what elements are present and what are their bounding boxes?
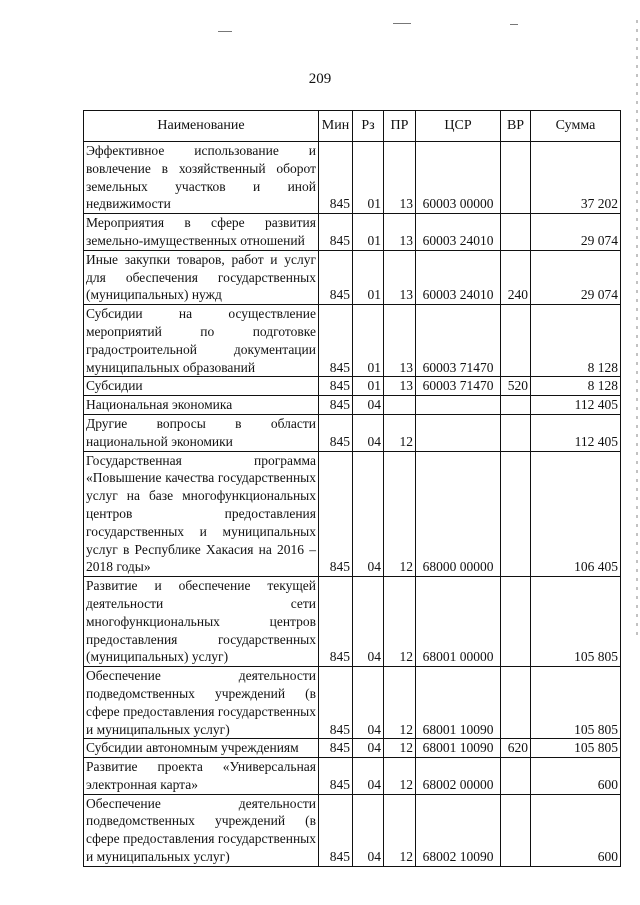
cell-min: 845: [319, 414, 353, 451]
cell-pr: 12: [384, 758, 416, 795]
cell-min: 845: [319, 794, 353, 866]
cell-vr: 620: [501, 739, 531, 758]
table-row: [84, 758, 621, 795]
table-row: [84, 739, 621, 758]
cell-sum: 112 405: [531, 414, 621, 451]
cell-min: 845: [319, 739, 353, 758]
cell-csr: 68002 00000: [416, 758, 501, 795]
cell-name: Государственная программа «Повышение качества государственных услуг на базе многофункциональных центров предоставления государственных и муниципальных услуг в Республике Хакасия на 2016 – 2018 годы»: [84, 451, 319, 577]
cell-pr: 13: [384, 142, 416, 214]
table-row: [84, 305, 621, 377]
cell-name: Эффективное использование и вовлечение в хозяйственный оборот земельных участков и иной недвижимости: [84, 142, 319, 214]
cell-csr: 68001 00000: [416, 577, 501, 667]
cell-min: 845: [319, 305, 353, 377]
cell-pr: 13: [384, 250, 416, 304]
table-row: [84, 142, 621, 214]
cell-rz: 01: [353, 250, 384, 304]
cell-name: Национальная экономика: [84, 396, 319, 415]
cell-sum: 37 202: [531, 142, 621, 214]
cell-csr: 68001 10090: [416, 739, 501, 758]
table-row: [84, 451, 621, 577]
cell-pr: 13: [384, 214, 416, 251]
cell-vr: [501, 758, 531, 795]
cell-csr: 60003 00000: [416, 142, 501, 214]
cell-pr: 12: [384, 739, 416, 758]
header-sum: Сумма: [531, 111, 621, 142]
cell-min: 845: [319, 577, 353, 667]
cell-vr: [501, 577, 531, 667]
cell-min: 845: [319, 396, 353, 415]
page-number: 209: [308, 71, 332, 87]
table-header-row: [84, 111, 621, 142]
cell-csr: 68000 00000: [416, 451, 501, 577]
cell-sum: 105 805: [531, 667, 621, 739]
cell-sum: 8 128: [531, 377, 621, 396]
cell-pr: 12: [384, 577, 416, 667]
cell-sum: 29 074: [531, 250, 621, 304]
cell-name: Обеспечение деятельности подведомственных учреждений (в сфере предоставления государственных и муниципальных услуг): [84, 794, 319, 866]
table-body: [84, 142, 621, 867]
cell-csr: [416, 396, 501, 415]
cell-csr: [416, 414, 501, 451]
cell-vr: [501, 451, 531, 577]
cell-pr: 12: [384, 414, 416, 451]
cell-rz: 01: [353, 305, 384, 377]
cell-rz: 01: [353, 377, 384, 396]
budget-table: [83, 110, 621, 867]
cell-pr: 13: [384, 377, 416, 396]
cell-csr: 60003 24010: [416, 214, 501, 251]
cell-sum: 29 074: [531, 214, 621, 251]
table-row: [84, 414, 621, 451]
cell-rz: 04: [353, 451, 384, 577]
cell-pr: 12: [384, 794, 416, 866]
cell-pr: 13: [384, 305, 416, 377]
header-rz: Рз: [353, 111, 384, 142]
cell-pr: 12: [384, 451, 416, 577]
cell-vr: [501, 794, 531, 866]
header-min: Мин: [319, 111, 353, 142]
cell-name: Иные закупки товаров, работ и услуг для обеспечения государственных (муниципальных) нужд: [84, 250, 319, 304]
cell-sum: 600: [531, 758, 621, 795]
header-pr: ПР: [384, 111, 416, 142]
table-row: [84, 214, 621, 251]
table-row: [84, 667, 621, 739]
cell-csr: 68002 10090: [416, 794, 501, 866]
cell-rz: 04: [353, 667, 384, 739]
cell-vr: 520: [501, 377, 531, 396]
cell-rz: 04: [353, 758, 384, 795]
header-name: Наименование: [84, 111, 319, 142]
cell-rz: 04: [353, 739, 384, 758]
cell-name: Субсидии: [84, 377, 319, 396]
cell-rz: 01: [353, 214, 384, 251]
cell-name: Обеспечение деятельности подведомственных учреждений (в сфере предоставления государственных и муниципальных услуг): [84, 667, 319, 739]
cell-min: 845: [319, 142, 353, 214]
cell-name: Развитие проекта «Универсальная электронная карта»: [84, 758, 319, 795]
cell-vr: [501, 414, 531, 451]
cell-name: Другие вопросы в области национальной экономики: [84, 414, 319, 451]
cell-min: 845: [319, 758, 353, 795]
scan-edge-artifact: [636, 20, 638, 640]
cell-sum: 600: [531, 794, 621, 866]
scan-artifact-line: [393, 23, 411, 24]
cell-csr: 60003 24010: [416, 250, 501, 304]
cell-csr: 68001 10090: [416, 667, 501, 739]
table-row: [84, 377, 621, 396]
header-csr: ЦСР: [416, 111, 501, 142]
table-row: [84, 396, 621, 415]
cell-csr: 60003 71470: [416, 305, 501, 377]
cell-name: Субсидии автономным учреждениям: [84, 739, 319, 758]
cell-sum: 112 405: [531, 396, 621, 415]
cell-min: 845: [319, 250, 353, 304]
cell-vr: 240: [501, 250, 531, 304]
cell-rz: 04: [353, 396, 384, 415]
cell-vr: [501, 396, 531, 415]
table-row: [84, 250, 621, 304]
cell-rz: 04: [353, 414, 384, 451]
cell-sum: 8 128: [531, 305, 621, 377]
cell-pr: [384, 396, 416, 415]
cell-min: 845: [319, 377, 353, 396]
cell-vr: [501, 667, 531, 739]
cell-rz: 04: [353, 794, 384, 866]
cell-name: Развитие и обеспечение текущей деятельности сети многофункциональных центров предоставления государственных (муниципальных) услуг): [84, 577, 319, 667]
cell-min: 845: [319, 214, 353, 251]
cell-sum: 106 405: [531, 451, 621, 577]
header-vr: ВР: [501, 111, 531, 142]
table-row: [84, 577, 621, 667]
cell-name: Субсидии на осуществление мероприятий по подготовке градостроительной документации муниципальных образований: [84, 305, 319, 377]
cell-pr: 12: [384, 667, 416, 739]
cell-rz: 04: [353, 577, 384, 667]
scan-artifact-line: [510, 24, 518, 25]
cell-csr: 60003 71470: [416, 377, 501, 396]
cell-rz: 01: [353, 142, 384, 214]
cell-vr: [501, 305, 531, 377]
table-row: [84, 794, 621, 866]
cell-vr: [501, 142, 531, 214]
cell-min: 845: [319, 451, 353, 577]
cell-min: 845: [319, 667, 353, 739]
cell-sum: 105 805: [531, 577, 621, 667]
scan-artifact-line: [218, 31, 232, 32]
cell-name: Мероприятия в сфере развития земельно-имущественных отношений: [84, 214, 319, 251]
cell-vr: [501, 214, 531, 251]
cell-sum: 105 805: [531, 739, 621, 758]
